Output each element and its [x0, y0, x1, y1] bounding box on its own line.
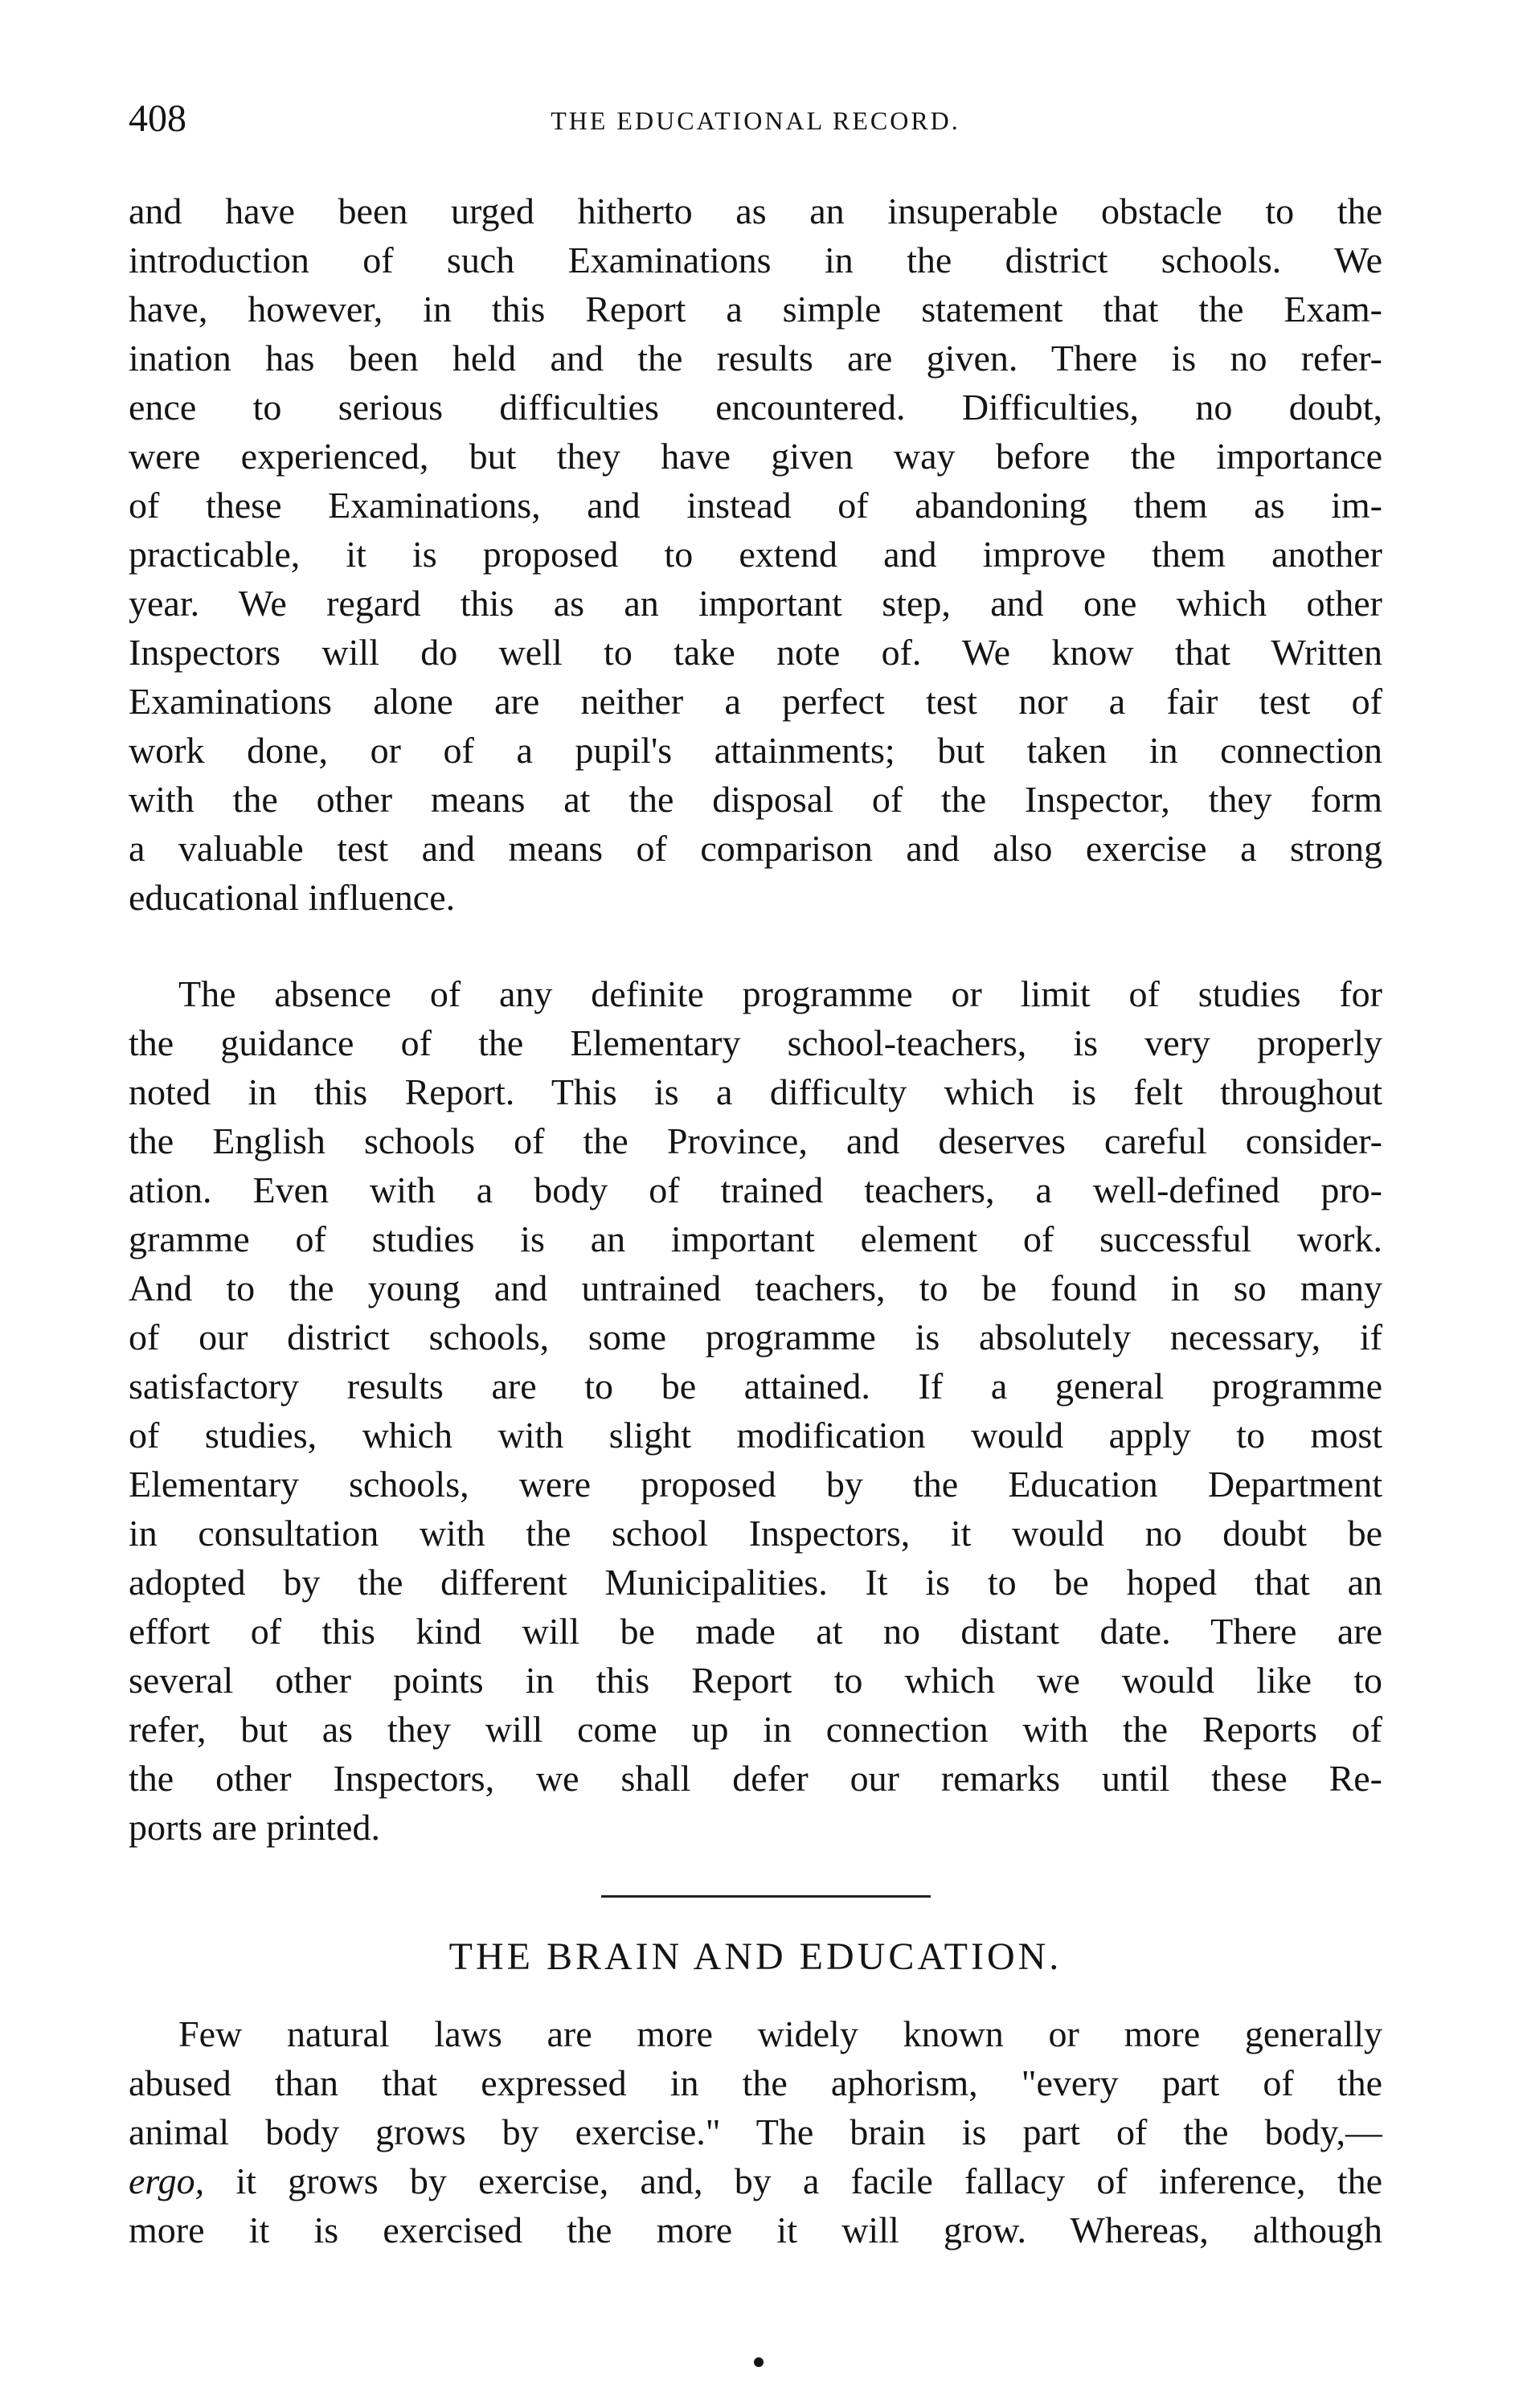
paragraph-brain — [129, 2009, 1382, 2254]
text-line: of our district schools, some programme is absolutely necessary, if — [129, 1317, 1382, 1358]
text-line — [129, 2156, 1382, 2205]
text-line: animal body grows by exercise." The brain is part of the body,— — [129, 2111, 1382, 2152]
section-separator-rule — [601, 1895, 931, 1898]
page-number: 408 — [129, 97, 186, 140]
text-line: The absence of any definite programme or limit of studies for — [178, 973, 1382, 1014]
text-line: Examinations alone are neither a perfect test nor a fair test of — [129, 681, 1382, 722]
text-line: noted in this Report. This is a difficulty which is felt throughout — [129, 1071, 1382, 1112]
text-line: ports are printed. — [129, 1807, 380, 1848]
text-line: more it is exercised the more it will grow. Whereas, although — [129, 2209, 1382, 2250]
italic-ergo: ergo, — [129, 2160, 205, 2201]
page-header — [129, 95, 1382, 151]
text-line: introduction of such Examinations in the district schools. We — [129, 240, 1382, 281]
text-line: were experienced, but they have given way before the importance — [129, 436, 1382, 477]
text-line: of these Examinations, and instead of abandoning them as im- — [129, 485, 1382, 526]
paragraph-continued — [129, 186, 1382, 922]
text-line: And to the young and untrained teachers, to be found in so many — [129, 1267, 1382, 1308]
text-line: with the other means at the disposal of the Inspector, they form — [129, 779, 1382, 820]
text-line: year. We regard this as an important step, and one which other — [129, 583, 1382, 624]
text-line: in consultation with the school Inspectors, it would no doubt be — [129, 1513, 1382, 1554]
paragraph-programme — [129, 969, 1382, 1852]
text-line: satisfactory results are to be attained. If a general programme — [129, 1366, 1382, 1407]
text-line: of studies, which with slight modification would apply to most — [129, 1415, 1382, 1456]
text-line: the guidance of the Elementary school-teachers, is very properly — [129, 1022, 1382, 1063]
text-line: the other Inspectors, we shall defer our remarks until these Re- — [129, 1758, 1382, 1799]
text-line: work done, or of a pupil's attainments; but taken in connection — [129, 730, 1382, 771]
text-line: ination has been held and the results are given. There is no refer- — [129, 338, 1382, 379]
text-line: abused than that expressed in the aphorism, "every part of the — [129, 2062, 1382, 2103]
text-line: several other points in this Report to which we would like to — [129, 1660, 1382, 1701]
footer-dot — [754, 2357, 764, 2367]
text-line: and have been urged hitherto as an insuperable obstacle to the — [129, 190, 1382, 231]
text-line: educational influence. — [129, 877, 456, 918]
text-line: Few natural laws are more widely known or more generally — [178, 2013, 1382, 2054]
text-line: the English schools of the Province, and deserves careful consider- — [129, 1120, 1382, 1161]
running-title: THE EDUCATIONAL RECORD. — [551, 106, 960, 135]
text-line: ence to serious difficulties encountered. Difficulties, no doubt, — [129, 387, 1382, 428]
text-line: gramme of studies is an important element of successful work. — [129, 1218, 1382, 1259]
text-line: Elementary schools, were proposed by the Education Department — [129, 1464, 1382, 1505]
section-heading: THE BRAIN AND EDUCATION. — [448, 1935, 1062, 1978]
text-line: effort of this kind will be made at no distant date. There are — [129, 1611, 1382, 1652]
text-line: ation. Even with a body of trained teachers, a well-defined pro- — [129, 1169, 1382, 1210]
text-line: adopted by the different Municipalities. It is to be hoped that an — [129, 1562, 1382, 1603]
text-line: have, however, in this Report a simple statement that the Exam- — [129, 289, 1382, 330]
text-line-rest: it grows by exercise, and, by a facile fallacy of inference, the — [204, 2160, 1382, 2201]
text-line: refer, but as they will come up in connection with the Reports of — [129, 1709, 1382, 1750]
text-line: a valuable test and means of comparison and also exercise a strong — [129, 828, 1382, 869]
text-line: Inspectors will do well to take note of. We know that Written — [129, 632, 1382, 673]
text-line: practicable, it is proposed to extend and improve them another — [129, 534, 1382, 575]
